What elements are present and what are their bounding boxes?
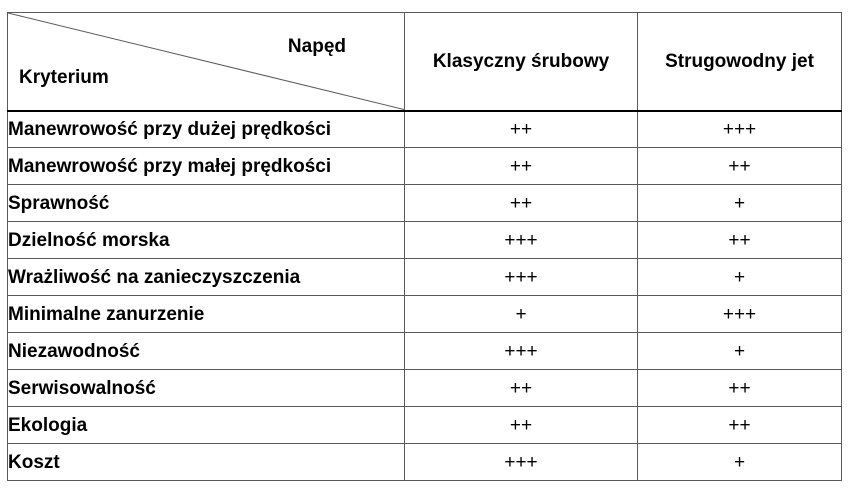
rating-cell-propeller: +++ [405, 444, 638, 481]
corner-label-criterion: Kryterium [19, 67, 109, 88]
criterion-cell: Minimalne zanurzenie [8, 296, 405, 333]
rating-cell-waterjet: ++ [638, 407, 842, 444]
rating-cell-waterjet: +++ [638, 111, 842, 148]
table-row [8, 296, 842, 333]
rating-cell-waterjet: +++ [638, 296, 842, 333]
rating-cell-waterjet: + [638, 333, 842, 370]
corner-header-cell [8, 13, 405, 111]
criterion-cell: Serwisowalność [8, 370, 405, 407]
criterion-cell: Sprawność [8, 185, 405, 222]
table-row [8, 222, 842, 259]
rating-cell-propeller: ++ [405, 370, 638, 407]
table-row [8, 148, 842, 185]
criterion-cell: Ekologia [8, 407, 405, 444]
criterion-cell: Dzielność morska [8, 222, 405, 259]
rating-cell-propeller: ++ [405, 185, 638, 222]
comparison-table [7, 12, 842, 481]
criterion-cell: Manewrowość przy dużej prędkości [8, 111, 405, 148]
table-row [8, 407, 842, 444]
rating-cell-propeller: +++ [405, 222, 638, 259]
rating-cell-waterjet: ++ [638, 222, 842, 259]
column-header-waterjet: Strugowodny jet [638, 13, 842, 111]
rating-cell-propeller: +++ [405, 259, 638, 296]
diagonal-divider [8, 13, 404, 110]
table-row [8, 333, 842, 370]
criterion-cell: Niezawodność [8, 333, 405, 370]
rating-cell-propeller: + [405, 296, 638, 333]
rating-cell-waterjet: ++ [638, 370, 842, 407]
rating-cell-propeller: ++ [405, 148, 638, 185]
rating-cell-waterjet: + [638, 259, 842, 296]
criterion-cell: Manewrowość przy małej prędkości [8, 148, 405, 185]
rating-cell-waterjet: + [638, 444, 842, 481]
table-row [8, 259, 842, 296]
rating-cell-propeller: ++ [405, 111, 638, 148]
criterion-cell: Wrażliwość na zanieczyszczenia [8, 259, 405, 296]
table-row [8, 370, 842, 407]
rating-cell-propeller: +++ [405, 333, 638, 370]
corner-label-drive: Napęd [287, 36, 346, 57]
table-row [8, 444, 842, 481]
table-row [8, 185, 842, 222]
table-row [8, 111, 842, 148]
rating-cell-waterjet: + [638, 185, 842, 222]
criterion-cell: Koszt [8, 444, 405, 481]
header-row [8, 13, 842, 111]
rating-cell-propeller: ++ [405, 407, 638, 444]
rating-cell-waterjet: ++ [638, 148, 842, 185]
column-header-propeller: Klasyczny śrubowy [405, 13, 638, 111]
